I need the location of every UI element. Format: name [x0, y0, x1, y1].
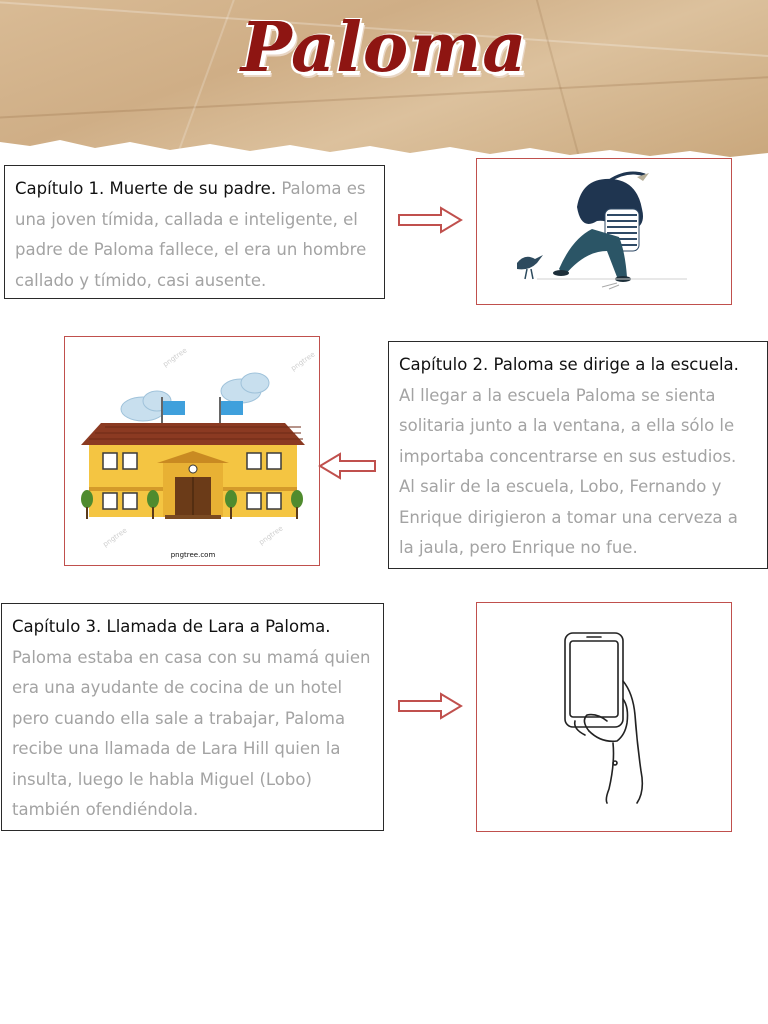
arrow-left-icon — [318, 451, 378, 481]
chapter-2-image — [64, 336, 320, 566]
chapter-2-box — [388, 341, 768, 569]
hand-phone-icon — [477, 603, 732, 832]
svg-text:pngtree: pngtree — [257, 524, 285, 547]
svg-text:pngtree: pngtree — [289, 350, 317, 373]
chapter-2-heading: Capítulo 2. Paloma se dirige a la escuela. — [399, 355, 739, 374]
chapter-3-heading: Capítulo 3. Llamada de Lara a Paloma. — [12, 617, 331, 636]
school-building-icon — [65, 337, 320, 566]
svg-text:pngtree: pngtree — [161, 346, 189, 369]
arrow-right-icon — [397, 691, 465, 721]
torn-edge — [0, 120, 768, 160]
watermark-text: pngtree.com — [170, 551, 216, 559]
page-title: Paloma — [240, 8, 528, 88]
chapter-3-body: Paloma estaba en casa con su mamá quien era una ayudante de cocina de un hotel pero cuando ella sale a trabajar, Paloma recibe una llamada de Lara Hill quien la insulta, luego le habla Miguel (Lobo) también ofendiéndola. — [12, 647, 371, 819]
chapter-1-body: Paloma es una joven tímida, callada e inteligente, el padre de Paloma fallece, el era un hombre callado y tímido, casi ausente. — [15, 179, 367, 290]
svg-text:pngtree: pngtree — [101, 526, 129, 549]
arrow-right-icon — [397, 205, 465, 235]
sad-girl-icon — [477, 159, 732, 305]
chapter-2-body: Al llegar a la escuela Paloma se sienta solitaria junto a la ventana, a ella sólo le importaba concentrarse en sus estudios. Al salir de la escuela, Lobo, Fernando y Enrique dirigieron a tomar una cerveza a la jaula, pero Enrique no fue. — [399, 385, 738, 557]
chapter-1-heading: Capítulo 1. Muerte de su padre. — [15, 179, 277, 198]
chapter-1-image — [476, 158, 732, 305]
chapter-3-image — [476, 602, 732, 832]
chapter-1-box — [4, 165, 385, 299]
chapter-3-box — [1, 603, 384, 831]
